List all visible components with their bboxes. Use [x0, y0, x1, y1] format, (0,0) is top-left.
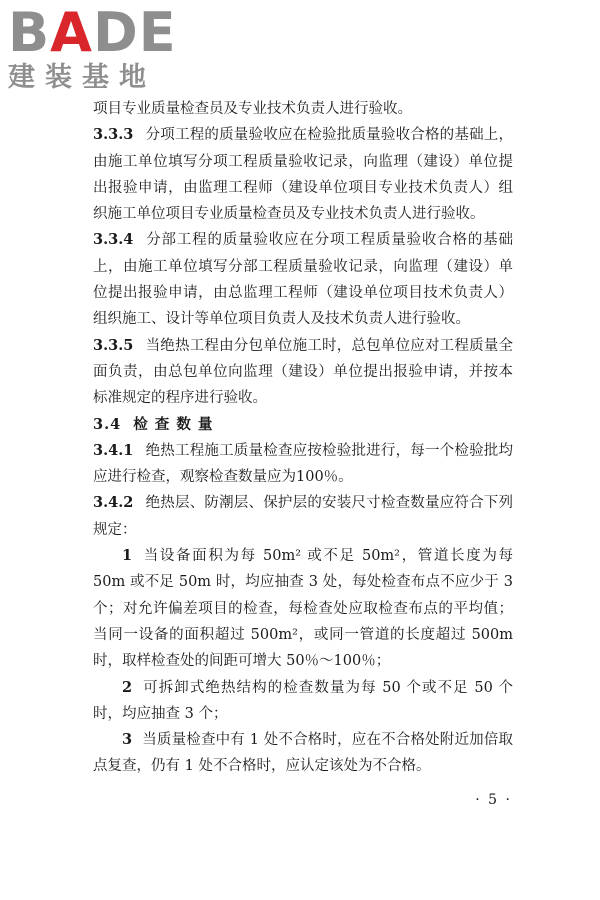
clause-3-3-3	[93, 122, 513, 227]
clause-text: 当绝热工程由分包单位施工时，总包单位应对工程质量全面负责，由总包单位向监理（建设）单位提出报验申请，并按本标准规定的程序进行验收。	[93, 337, 513, 407]
clause-3-3-5	[93, 333, 513, 412]
list-item	[93, 675, 513, 728]
logo-letter-b: B	[8, 1, 51, 64]
clause-number: 3.3.4	[93, 231, 134, 249]
page-number: · 5 ·	[475, 792, 512, 808]
logo-wordmark	[8, 1, 178, 64]
clause-text: 分项工程的质量验收应在检验批质量验收合格的基础上，由施工单位填写分项工程质量验收记录，向监理（建设）单位提出报验申请，由监理工程师（建设单位项目专业技术负责人）组织施工单位项目专业质量检查员及专业技术负责人进行验收。	[93, 127, 513, 223]
list-item	[93, 727, 513, 780]
section-number: 3.4	[93, 415, 122, 433]
item-text: 当质量检查中有 1 处不合格时，应在不合格处附近加倍取点复查，仍有 1 处不合格时，应认定该处为不合格。	[93, 732, 513, 775]
clause-text: 绝热工程施工质量检查应按检验批进行，每一个检验批均应进行检查，观察检查数量应为100％。	[93, 442, 513, 486]
clause-3-4-2	[93, 490, 513, 543]
section-title-text: 检 查 数 量	[133, 415, 214, 433]
item-text: 可拆卸式绝热结构的检查数量为每 50 个或不足 50 个时，均应抽查 3 个；	[93, 679, 513, 722]
clause-text: 绝热层、防潮层、保护层的安装尺寸检查数量应符合下列规定：	[93, 495, 513, 538]
paragraph-text: 项目专业质量检查员及专业技术负责人进行验收。	[93, 101, 412, 117]
item-number: 3	[122, 731, 133, 749]
clause-3-4-1	[93, 438, 513, 491]
clause-3-3-4	[93, 227, 513, 332]
clause-number: 3.4.1	[93, 441, 134, 459]
logo-subtitle: 建装基地	[8, 62, 156, 93]
clause-number: 3.4.2	[93, 494, 134, 512]
clause-number: 3.3.3	[93, 126, 134, 144]
logo-letter-a: A	[50, 1, 93, 64]
item-number: 1	[122, 547, 133, 565]
logo-letters-de: DE	[92, 1, 177, 64]
document-body	[93, 96, 513, 780]
logo	[8, 1, 178, 94]
clause-number: 3.3.5	[93, 336, 134, 354]
clause-text: 分部工程的质量验收应在分项工程质量验收合格的基础上，由施工单位填写分部工程质量验收记录，向监理（建设）单位提出报验申请，由总监理工程师（建设单位项目技术负责人）组织施工、设计等单位项目负责人及技术负责人进行验收。	[93, 232, 513, 328]
section-heading	[93, 412, 513, 438]
item-number: 2	[122, 678, 133, 696]
list-item	[93, 543, 513, 674]
paragraph-continuation	[93, 96, 513, 122]
item-text: 当设备面积为每 50m² 或不足 50m²，管道长度为每 50m 或不足 50m 时，均应抽查 3 处，每处检查布点不应少于 3 个；对允许偏差项目的检查，每检查处应取检查布点的平均值；当同一设备的面积超过 500m²，或同一管道的长度超过 500m 时，取样检查处的间距可增大 50％～100％；	[93, 548, 513, 670]
